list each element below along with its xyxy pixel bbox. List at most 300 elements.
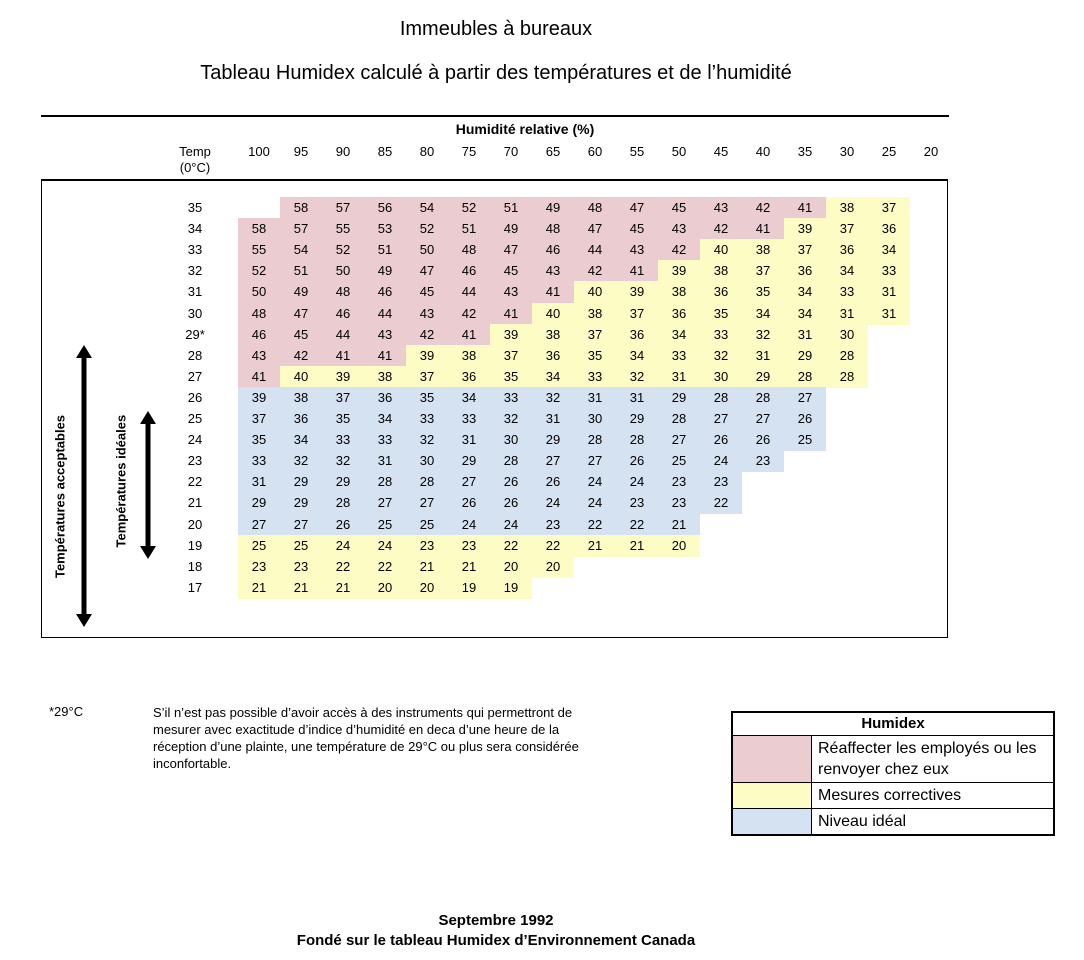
humidex-cell: 37 — [490, 345, 532, 367]
humidex-cell: 32 — [322, 450, 364, 472]
humidity-column-header: 75 — [461, 144, 477, 159]
humidex-cell: 39 — [658, 260, 700, 282]
footer-date: Septembre 1992 — [438, 912, 554, 929]
row-temperature: 31 — [187, 284, 203, 300]
humidex-cell: 29 — [280, 471, 322, 493]
legend-label-ideal: Niveau idéal — [818, 813, 907, 830]
humidex-cell: 43 — [364, 324, 406, 346]
humidex-cell: 50 — [406, 239, 448, 261]
row-temperature: 30 — [187, 305, 203, 321]
humidex-cell: 56 — [364, 197, 406, 219]
humidex-cell: 28 — [574, 429, 616, 451]
humidex-cell: 26 — [532, 471, 574, 493]
acceptable-range-arrow — [76, 345, 92, 627]
legend-item-ideal — [733, 809, 1053, 834]
legend-swatch-blue — [733, 809, 812, 834]
humidex-cell: 24 — [364, 535, 406, 557]
humidity-column-header: 30 — [839, 144, 855, 159]
humidex-cell: 44 — [448, 281, 490, 303]
humidex-cell: 31 — [448, 429, 490, 451]
humidex-cell: 33 — [406, 408, 448, 430]
humidex-cell: 37 — [574, 324, 616, 346]
legend-swatch-red — [733, 736, 812, 782]
humidex-cell: 44 — [574, 239, 616, 261]
humidex-cell: 26 — [490, 471, 532, 493]
humidex-cell: 23 — [238, 556, 280, 578]
humidex-cell: 29 — [532, 429, 574, 451]
humidex-cell: 42 — [574, 260, 616, 282]
humidity-column-header: 50 — [671, 144, 687, 159]
humidex-cell: 49 — [364, 260, 406, 282]
humidex-cell: 48 — [532, 218, 574, 240]
humidex-cell: 21 — [322, 577, 364, 599]
humidex-cell: 24 — [322, 535, 364, 557]
humidex-cell: 23 — [532, 514, 574, 536]
humidex-cell: 29 — [280, 492, 322, 514]
humidex-cell: 36 — [616, 324, 658, 346]
footnote-key: *29°C — [49, 704, 84, 719]
humidex-cell: 50 — [322, 260, 364, 282]
humidex-cell: 30 — [826, 324, 868, 346]
humidex-cell: 43 — [406, 303, 448, 325]
row-temperature: 20 — [187, 516, 203, 532]
humidex-cell: 42 — [280, 345, 322, 367]
humidex-cell: 21 — [658, 514, 700, 536]
humidex-cell: 45 — [616, 218, 658, 240]
humidex-cell: 41 — [742, 218, 784, 240]
humidex-cell: 40 — [280, 366, 322, 388]
humidex-cell: 53 — [364, 218, 406, 240]
humidex-cell: 42 — [658, 239, 700, 261]
humidex-cell: 39 — [616, 281, 658, 303]
humidex-cell: 23 — [448, 535, 490, 557]
humidex-cell: 38 — [658, 281, 700, 303]
humidex-cell: 25 — [280, 535, 322, 557]
humidex-cell: 29 — [616, 408, 658, 430]
humidex-cell: 42 — [742, 197, 784, 219]
humidex-cell: 47 — [280, 303, 322, 325]
humidex-cell: 27 — [742, 408, 784, 430]
humidex-cell: 34 — [826, 260, 868, 282]
row-temperature: 32 — [187, 263, 203, 279]
humidex-cell: 41 — [616, 260, 658, 282]
humidex-cell: 22 — [616, 514, 658, 536]
row-temperature: 33 — [187, 242, 203, 258]
humidex-cell: 38 — [532, 324, 574, 346]
humidex-cell: 45 — [280, 324, 322, 346]
humidex-cell: 36 — [868, 218, 910, 240]
row-temperature: 21 — [187, 495, 203, 511]
row-temperature: 29* — [185, 326, 205, 342]
row-temperature: 25 — [187, 411, 203, 426]
humidex-cell: 31 — [658, 366, 700, 388]
humidex-cell: 47 — [616, 197, 658, 219]
humidity-column-header: 85 — [377, 144, 393, 159]
humidity-column-header: 90 — [335, 144, 351, 159]
humidex-cell: 29 — [784, 345, 826, 367]
humidex-cell: 20 — [532, 556, 574, 578]
humidex-cell: 23 — [658, 471, 700, 493]
humidex-cell: 30 — [490, 429, 532, 451]
humidex-cell: 26 — [448, 492, 490, 514]
humidex-cell: 35 — [574, 345, 616, 367]
temp-header-line2: (0°C) — [179, 160, 211, 175]
humidex-cell: 31 — [238, 471, 280, 493]
humidex-cell: 52 — [448, 197, 490, 219]
humidex-cell: 42 — [700, 218, 742, 240]
humidex-cell: 37 — [784, 239, 826, 261]
humidex-cell: 51 — [364, 239, 406, 261]
humidex-cell: 31 — [784, 324, 826, 346]
humidex-cell: 51 — [448, 218, 490, 240]
humidex-cell: 23 — [742, 450, 784, 472]
humidex-cell: 39 — [784, 218, 826, 240]
humidity-column-header: 55 — [629, 144, 645, 159]
humidex-cell: 35 — [742, 281, 784, 303]
humidex-cell: 54 — [280, 239, 322, 261]
acceptable-temperatures-label: Températures acceptables — [52, 414, 68, 579]
row-temperature: 34 — [187, 221, 203, 237]
humidex-cell: 52 — [238, 260, 280, 282]
humidex-cell: 47 — [406, 260, 448, 282]
humidex-cell: 50 — [238, 281, 280, 303]
humidex-cell: 20 — [406, 577, 448, 599]
humidex-cell: 41 — [490, 303, 532, 325]
legend-label-reassign: Réaffecter les employés ou les renvoyer chez eux — [818, 740, 1037, 778]
humidex-cell: 19 — [490, 577, 532, 599]
humidex-cell: 28 — [784, 366, 826, 388]
humidex-cell: 20 — [490, 556, 532, 578]
humidex-cell: 48 — [238, 303, 280, 325]
humidex-cell: 26 — [616, 450, 658, 472]
humidex-cell: 25 — [658, 450, 700, 472]
humidex-cell: 33 — [826, 281, 868, 303]
humidex-cell: 33 — [868, 260, 910, 282]
humidex-cell: 45 — [490, 260, 532, 282]
humidex-cell: 22 — [322, 556, 364, 578]
humidex-cell: 31 — [742, 345, 784, 367]
humidex-cell: 43 — [490, 281, 532, 303]
humidex-cell: 28 — [826, 345, 868, 367]
row-temperature: 28 — [187, 347, 203, 363]
humidex-cell: 36 — [700, 281, 742, 303]
ideal-range-arrow — [140, 411, 156, 559]
humidex-cell: 30 — [574, 408, 616, 430]
humidex-cell: 26 — [700, 429, 742, 451]
humidity-column-header: 65 — [545, 144, 561, 159]
humidex-cell: 29 — [742, 366, 784, 388]
humidex-cell: 47 — [574, 218, 616, 240]
humidex-cell: 23 — [280, 556, 322, 578]
humidex-cell: 49 — [532, 197, 574, 219]
humidex-cell: 43 — [238, 345, 280, 367]
row-temperature: 23 — [187, 453, 203, 469]
humidex-cell: 23 — [658, 492, 700, 514]
humidex-cell: 21 — [616, 535, 658, 557]
humidity-axis-label: Humidité relative (%) — [455, 121, 595, 137]
humidity-column-header: 80 — [419, 144, 435, 159]
humidity-column-header: 70 — [503, 144, 519, 159]
humidex-cell: 42 — [406, 324, 448, 346]
humidex-cell: 21 — [406, 556, 448, 578]
page-subtitle: Tableau Humidex calculé à partir des températures et de l’humidité — [200, 62, 792, 84]
humidex-cell: 46 — [238, 324, 280, 346]
humidex-cell: 44 — [364, 303, 406, 325]
humidex-cell: 27 — [280, 514, 322, 536]
humidex-cell: 25 — [238, 535, 280, 557]
humidex-cell: 27 — [448, 471, 490, 493]
humidex-cell: 58 — [280, 197, 322, 219]
humidex-cell: 33 — [490, 387, 532, 409]
humidex-cell: 25 — [406, 514, 448, 536]
humidex-cell: 32 — [490, 408, 532, 430]
humidity-column-header: 40 — [755, 144, 771, 159]
humidex-cell: 40 — [532, 303, 574, 325]
humidex-cell: 33 — [700, 324, 742, 346]
humidex-cell: 46 — [322, 303, 364, 325]
humidex-cell: 26 — [322, 514, 364, 536]
humidex-cell: 24 — [700, 450, 742, 472]
row-temperature: 19 — [187, 537, 203, 553]
humidex-cell: 34 — [448, 387, 490, 409]
humidex-cell: 25 — [364, 514, 406, 536]
temp-header-line1: Temp — [179, 144, 211, 159]
humidity-column-header: 100 — [248, 144, 270, 159]
humidex-cell: 32 — [532, 387, 574, 409]
humidex-cell: 38 — [742, 239, 784, 261]
humidex-cell: 39 — [238, 387, 280, 409]
humidex-cell: 44 — [322, 324, 364, 346]
humidex-cell: 35 — [406, 387, 448, 409]
humidex-cell: 48 — [322, 281, 364, 303]
humidex-cell: 24 — [574, 471, 616, 493]
humidex-cell: 33 — [574, 366, 616, 388]
humidex-cell: 34 — [658, 324, 700, 346]
humidex-cell: 37 — [826, 218, 868, 240]
humidex-cell: 33 — [238, 450, 280, 472]
humidex-cell: 34 — [784, 281, 826, 303]
humidex-cell: 26 — [742, 429, 784, 451]
humidity-column-header: 25 — [881, 144, 897, 159]
humidex-cell: 38 — [700, 260, 742, 282]
humidex-cell: 28 — [826, 366, 868, 388]
humidex-cell: 29 — [658, 387, 700, 409]
humidex-cell: 37 — [616, 303, 658, 325]
humidex-cell: 41 — [322, 345, 364, 367]
humidex-cell: 43 — [616, 239, 658, 261]
humidex-cell: 45 — [406, 281, 448, 303]
humidex-cell: 31 — [532, 408, 574, 430]
humidex-cell: 33 — [322, 429, 364, 451]
humidex-cell: 38 — [364, 366, 406, 388]
humidex-cell: 28 — [322, 492, 364, 514]
humidex-cell: 43 — [700, 197, 742, 219]
humidex-cell: 23 — [700, 471, 742, 493]
humidex-cell: 45 — [658, 197, 700, 219]
humidex-cell: 34 — [364, 408, 406, 430]
humidity-column-header: 95 — [293, 144, 309, 159]
humidex-cell: 27 — [784, 387, 826, 409]
humidex-cell: 31 — [616, 387, 658, 409]
humidex-cell: 22 — [364, 556, 406, 578]
humidex-cell: 34 — [616, 345, 658, 367]
humidex-cell: 19 — [448, 577, 490, 599]
humidex-cell: 30 — [700, 366, 742, 388]
humidex-cell: 31 — [868, 303, 910, 325]
humidex-cell: 41 — [364, 345, 406, 367]
legend-item-corrective — [733, 783, 1053, 809]
ideal-temperatures-label: Températures idéales — [113, 414, 129, 548]
humidex-cell: 36 — [280, 408, 322, 430]
humidex-cell: 32 — [406, 429, 448, 451]
humidex-cell: 36 — [448, 366, 490, 388]
humidex-cell: 28 — [700, 387, 742, 409]
humidex-cell: 28 — [742, 387, 784, 409]
humidex-cell: 40 — [700, 239, 742, 261]
humidex-cell: 48 — [574, 197, 616, 219]
humidex-cell: 37 — [868, 197, 910, 219]
humidex-cell: 35 — [490, 366, 532, 388]
humidex-cell: 37 — [238, 408, 280, 430]
humidex-cell: 41 — [784, 197, 826, 219]
humidex-cell: 52 — [322, 239, 364, 261]
humidex-cell: 27 — [700, 408, 742, 430]
humidex-cell: 32 — [700, 345, 742, 367]
humidex-cell: 21 — [238, 577, 280, 599]
humidex-cell: 31 — [364, 450, 406, 472]
humidex-cell: 32 — [616, 366, 658, 388]
humidex-cell: 34 — [532, 366, 574, 388]
row-temperature: 18 — [187, 558, 203, 574]
humidex-cell: 36 — [364, 387, 406, 409]
humidex-cell: 57 — [280, 218, 322, 240]
footnote-text: S’il n’est pas possible d’avoir accès à des instruments qui permettront de mesurer avec exactitude d’indice d’humidité en deca d’une heure de la réception d’une plainte, une température de 29°C ou plus sera considérée inconfortable. — [153, 705, 579, 771]
row-temperature: 24 — [187, 432, 203, 448]
humidex-cell: 21 — [574, 535, 616, 557]
humidex-cell: 33 — [448, 408, 490, 430]
humidex-cell: 55 — [238, 239, 280, 261]
humidex-cell: 42 — [448, 303, 490, 325]
humidex-cell: 38 — [574, 303, 616, 325]
humidex-cell: 46 — [532, 239, 574, 261]
humidex-cell: 27 — [658, 429, 700, 451]
humidex-cell: 24 — [574, 492, 616, 514]
humidex-cell: 22 — [532, 535, 574, 557]
humidex-cell: 25 — [784, 429, 826, 451]
humidex-cell: 23 — [406, 535, 448, 557]
humidex-cell: 34 — [868, 239, 910, 261]
humidex-cell: 23 — [616, 492, 658, 514]
footer-source: Fondé sur le tableau Humidex d’Environnement Canada — [296, 932, 696, 949]
humidex-cell: 46 — [448, 260, 490, 282]
humidex-cell: 36 — [784, 260, 826, 282]
humidex-cell: 22 — [574, 514, 616, 536]
humidex-cell: 48 — [448, 239, 490, 261]
humidex-cell: 37 — [742, 260, 784, 282]
humidex-cell: 58 — [238, 218, 280, 240]
humidex-cell: 39 — [406, 345, 448, 367]
humidex-cell: 41 — [448, 324, 490, 346]
humidex-cell: 33 — [364, 429, 406, 451]
humidex-cell: 20 — [364, 577, 406, 599]
row-temperature: 35 — [187, 200, 203, 215]
humidex-cell: 38 — [448, 345, 490, 367]
humidex-cell: 27 — [406, 492, 448, 514]
humidex-cell: 41 — [238, 366, 280, 388]
humidex-cell: 39 — [322, 366, 364, 388]
legend-label-corrective: Mesures correctives — [818, 787, 962, 804]
humidex-cell: 24 — [448, 514, 490, 536]
legend-swatch-yellow — [733, 783, 812, 808]
humidex-cell: 27 — [532, 450, 574, 472]
humidex-cell: 49 — [490, 218, 532, 240]
row-temperature: 27 — [187, 368, 203, 384]
legend-item-reassign — [733, 736, 1053, 783]
humidex-cell: 36 — [826, 239, 868, 261]
humidex-cell: 22 — [700, 492, 742, 514]
humidex-cell: 47 — [490, 239, 532, 261]
humidex-cell: 28 — [364, 471, 406, 493]
row-temperature: 26 — [187, 389, 203, 405]
humidex-cell: 24 — [532, 492, 574, 514]
humidex-cell: 43 — [532, 260, 574, 282]
row-temperature: 17 — [187, 579, 203, 595]
humidex-cell: 34 — [280, 429, 322, 451]
humidex-cell: 26 — [784, 408, 826, 430]
humidex-cell: 35 — [700, 303, 742, 325]
humidex-cell: 28 — [490, 450, 532, 472]
humidex-cell: 32 — [742, 324, 784, 346]
humidex-cell: 57 — [322, 197, 364, 219]
humidex-cell: 37 — [406, 366, 448, 388]
humidex-cell: 28 — [658, 408, 700, 430]
humidex-cell: 29 — [322, 471, 364, 493]
humidex-cell: 38 — [826, 197, 868, 219]
humidex-cell: 35 — [322, 408, 364, 430]
humidex-cell: 29 — [448, 450, 490, 472]
humidex-cell: 36 — [532, 345, 574, 367]
humidex-cell: 52 — [406, 218, 448, 240]
humidex-legend — [731, 711, 1055, 836]
humidex-cell: 40 — [574, 281, 616, 303]
humidex-cell: 27 — [364, 492, 406, 514]
humidex-cell: 43 — [658, 218, 700, 240]
humidex-cell: 20 — [658, 535, 700, 557]
humidex-cell: 34 — [742, 303, 784, 325]
page-title: Immeubles à bureaux — [399, 18, 593, 40]
humidity-column-header: 45 — [713, 144, 729, 159]
humidex-cell: 38 — [280, 387, 322, 409]
humidex-cell: 35 — [238, 429, 280, 451]
humidex-cell: 31 — [868, 281, 910, 303]
humidex-cell: 29 — [238, 492, 280, 514]
humidex-cell: 30 — [406, 450, 448, 472]
humidex-cell: 24 — [490, 514, 532, 536]
humidex-cell: 24 — [616, 471, 658, 493]
humidex-cell: 22 — [490, 535, 532, 557]
humidex-cell: 46 — [364, 281, 406, 303]
humidex-cell: 49 — [280, 281, 322, 303]
humidex-cell: 36 — [658, 303, 700, 325]
humidex-cell: 41 — [532, 281, 574, 303]
humidex-cell: 34 — [784, 303, 826, 325]
humidity-column-header: 20 — [923, 144, 939, 159]
legend-title: Humidex — [733, 713, 1053, 736]
humidity-column-header: 35 — [797, 144, 813, 159]
humidex-cell: 37 — [322, 387, 364, 409]
humidex-cell: 27 — [574, 450, 616, 472]
humidex-cell: 33 — [658, 345, 700, 367]
